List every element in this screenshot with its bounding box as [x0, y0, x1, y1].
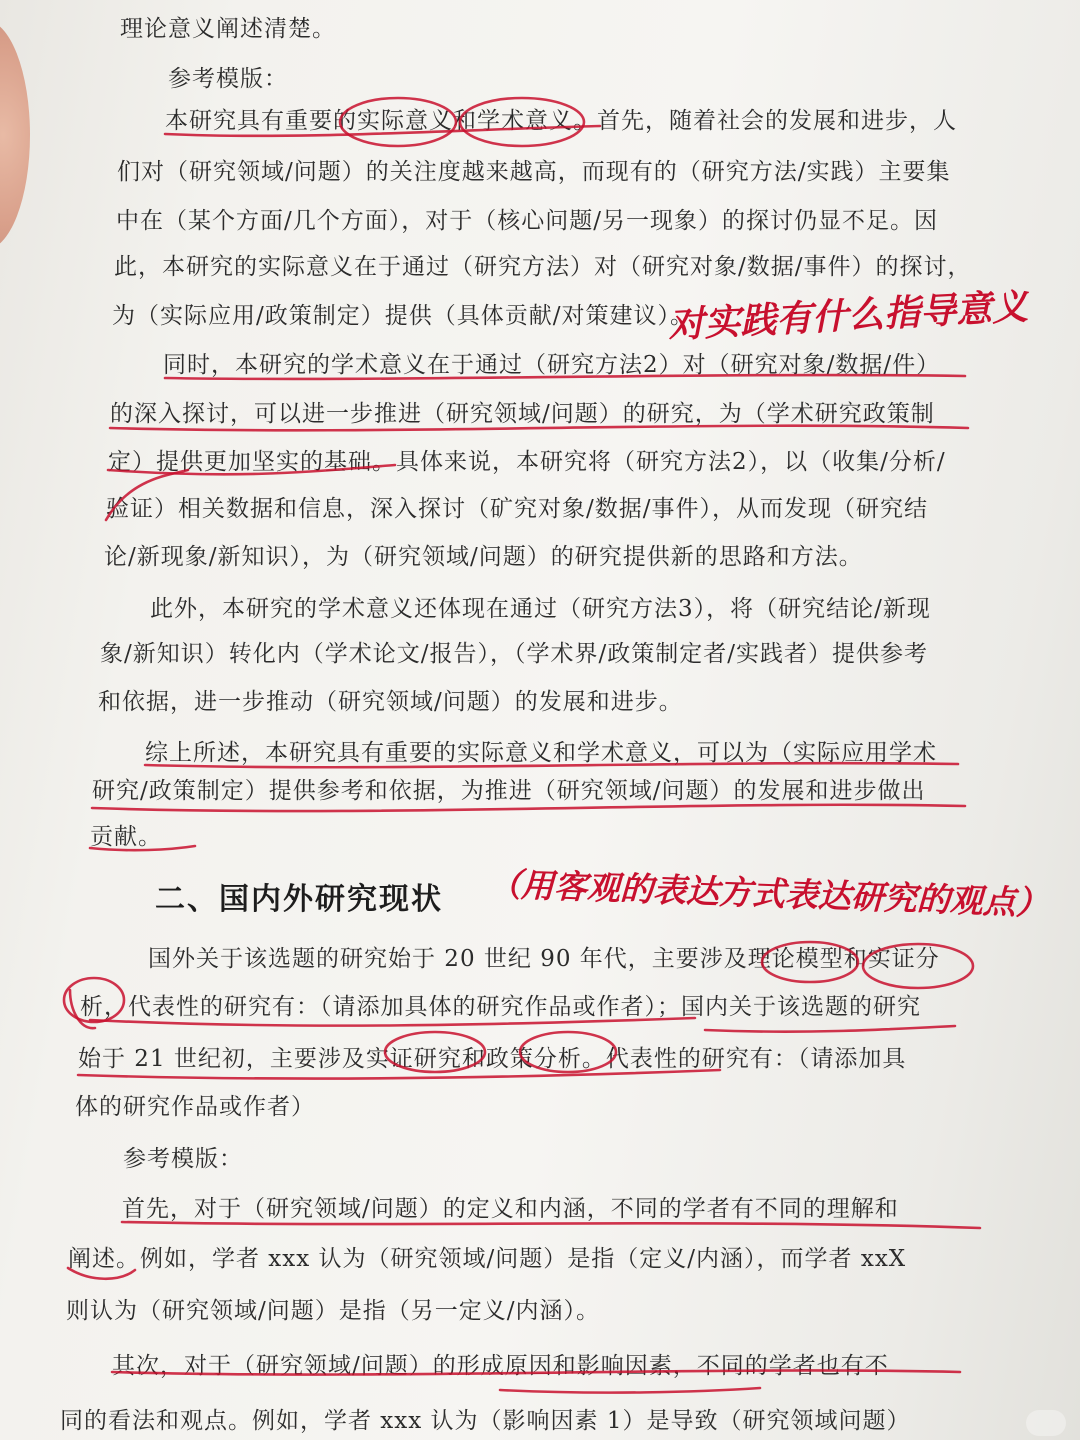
text-line: 为（实际应用/政策制定）提供（具体贡献/对策建议）。 — [112, 303, 694, 329]
text-line: 理论意义阐述清楚。 — [120, 16, 336, 42]
text-line: 同的看法和观点。例如，学者 xxx 认为（影响因素 1）是导致（研究领域问题） — [60, 1408, 911, 1434]
text-line: 其次，对于（研究领域/问题）的形成原因和影响因素，不同的学者也有不 — [112, 1353, 889, 1379]
text-line: 参考模版： — [168, 66, 288, 92]
text-line: 阐述。例如，学者 xxx 认为（研究领域/问题）是指（定义/内涵），而学者 xxX — [68, 1246, 907, 1272]
text-line: 中在（某个方面/几个方面），对于（核心问题/另一现象）的探讨仍显不足。因 — [116, 208, 938, 234]
text-line: 国外关于该选题的研究始于 20 世纪 90 年代，主要涉及理论模型和实证分 — [148, 946, 940, 972]
text-line: 则认为（研究领域/问题）是指（另一定义/内涵）。 — [66, 1298, 600, 1324]
text-line: 象/新知识）转化内（学术论文/报告），（学术界/政策制定者/实践者）提供参考 — [100, 641, 928, 667]
text-line: 论/新现象/新知识），为（研究领域/问题）的研究提供新的思路和方法。 — [104, 544, 863, 570]
text-line: 综上所述，本研究具有重要的实际意义和学术意义，可以为（实际应用学术 — [145, 740, 937, 766]
text-line: 们对（研究领域/问题）的关注度越来越高，而现有的（研究方法/实践）主要集 — [117, 159, 951, 185]
text-line: 同时，本研究的学术意义在于通过（研究方法2）对（研究对象/数据/件） — [163, 352, 941, 378]
text-line: 研究/政策制定）提供参考和依据，为推进（研究领域/问题）的发展和进步做出 — [92, 778, 926, 804]
watermark-badge — [1026, 1410, 1066, 1436]
text-line: 本研究具有重要的实际意义和学术意义。首先，随着社会的发展和进步，人 — [165, 108, 957, 134]
finger-shadow — [0, 20, 30, 250]
section-heading: 二、国内外研究现状 — [155, 882, 443, 917]
text-line: 析，代表性的研究有：（请添加具体的研究作品或作者）；国内关于该选题的研究 — [80, 994, 921, 1020]
text-line: 此，本研究的实际意义在于通过（研究方法）对（研究对象/数据/事件）的探讨， — [114, 254, 972, 280]
text-line: 贡献。 — [90, 824, 162, 850]
text-line: 和依据，进一步推动（研究领域/问题）的发展和进步。 — [98, 689, 683, 715]
handwritten-note: （用客观的表达方式表达研究的观点） — [487, 864, 1050, 923]
text-line: 验证）相关数据和信息，深入探讨（矿究对象/数据/事件），从而发现（研究结 — [106, 496, 928, 522]
text-line: 首先，对于（研究领域/问题）的定义和内涵，不同的学者有不同的理解和 — [122, 1196, 899, 1222]
text-line: 始于 21 世纪初，主要涉及实证研究和政策分析。代表性的研究有：（请添加具 — [78, 1046, 907, 1072]
text-line: 体的研究作品或作者） — [75, 1094, 315, 1120]
text-line: 此外，本研究的学术意义还体现在通过（研究方法3），将（研究结论/新现 — [150, 596, 931, 622]
handwritten-note: 对实践有什么指导意义 — [667, 286, 1029, 347]
text-line: 参考模版： — [123, 1146, 243, 1172]
text-line: 定）提供更加坚实的基础。具体来说，本研究将（研究方法2），以（收集/分析/ — [108, 449, 946, 475]
text-line: 的深入探讨，可以进一步推进（研究领域/问题）的研究，为（学术研究政策制 — [110, 401, 935, 427]
